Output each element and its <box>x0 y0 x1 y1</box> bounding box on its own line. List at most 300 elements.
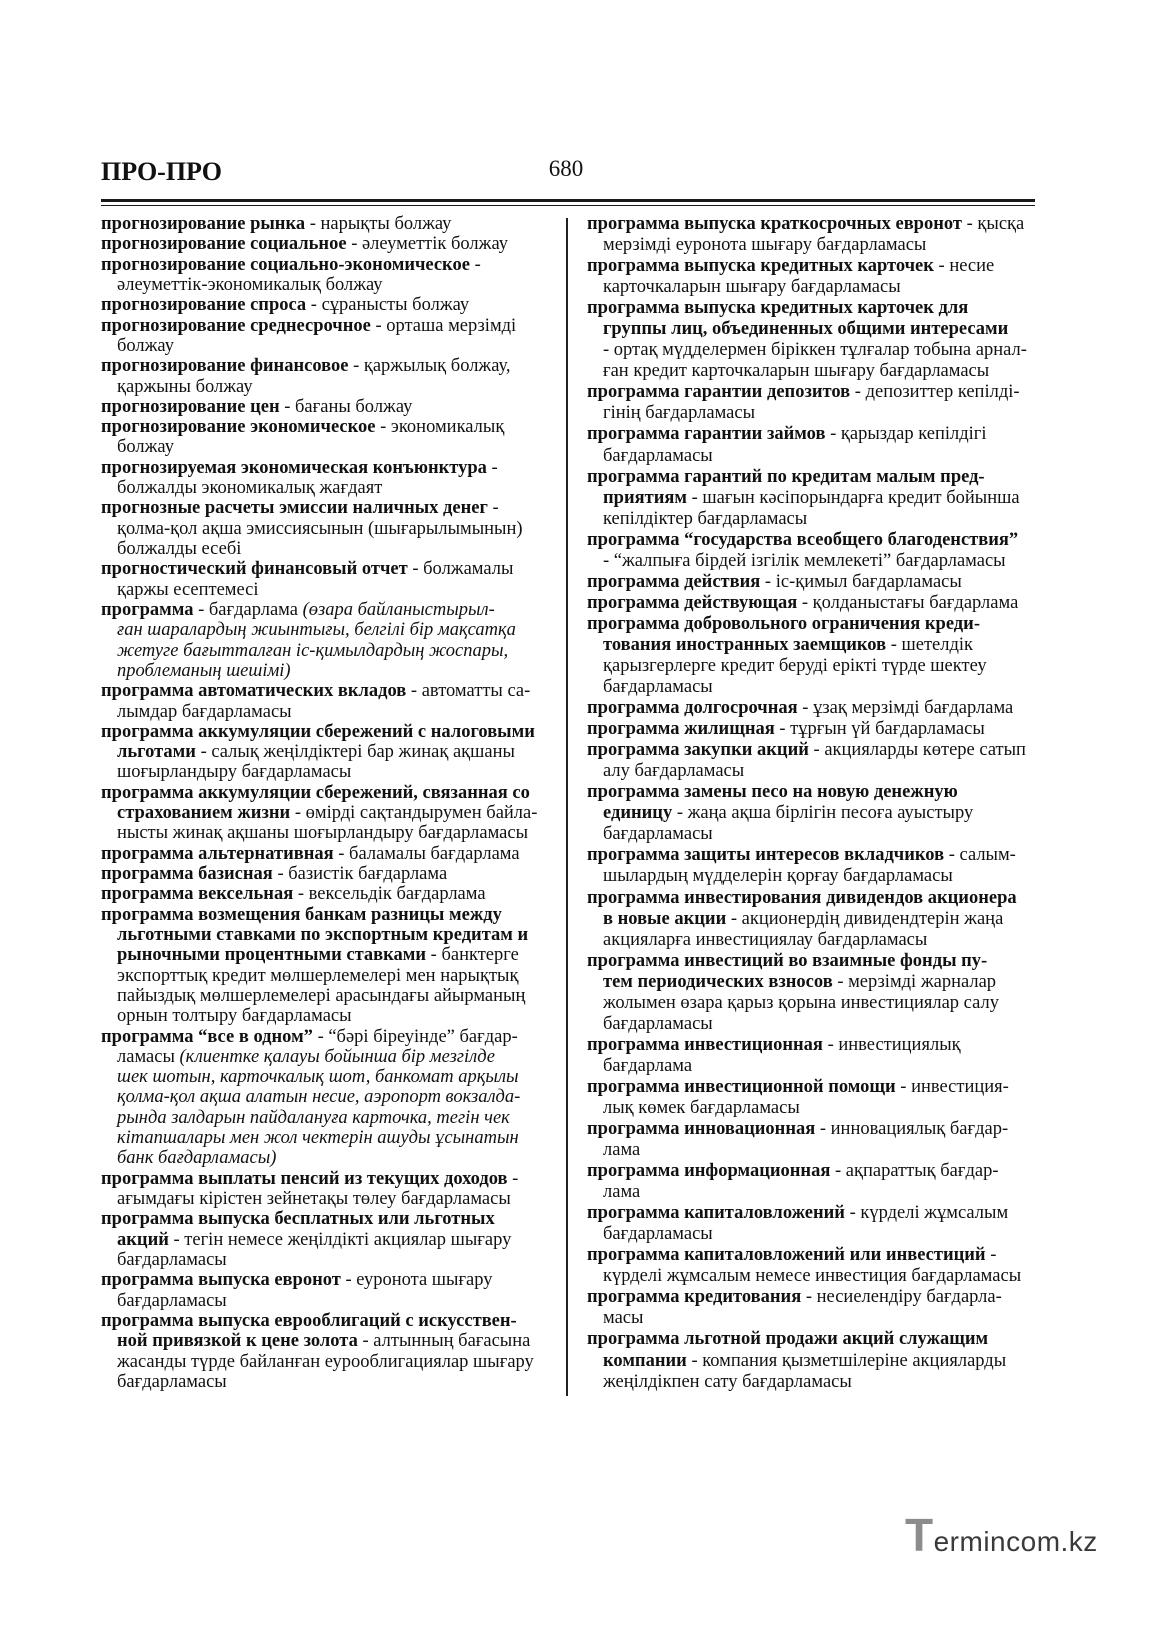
entry-translation: - несиелендіру бағдарла- <box>801 1287 1002 1308</box>
entry-translation: ған кредит карточкаларын шығару бағдарламасы <box>603 361 990 382</box>
entry-line <box>101 356 546 376</box>
dictionary-entry <box>587 1035 1037 1077</box>
entry-line-text <box>101 844 520 864</box>
entry-line-text <box>587 593 1018 614</box>
dictionary-entry <box>101 295 546 315</box>
dictionary-entry <box>587 382 1037 424</box>
dictionary-entry <box>101 600 546 681</box>
entry-line <box>101 316 546 336</box>
entry-term: программа выпуска кредитных карточек <box>587 256 934 277</box>
entry-term: прогнозируемая экономическая конъюнктура <box>101 457 487 478</box>
entry-translation: - депозиттер кепілді- <box>850 382 1020 403</box>
entry-line <box>101 661 546 681</box>
entry-line <box>587 782 1037 803</box>
entry-line <box>101 966 546 986</box>
entry-line <box>101 1108 546 1128</box>
entry-term: прогнозирование экономическое <box>101 417 376 438</box>
entry-translation: - баламалы бағдарлама <box>333 843 520 864</box>
entry-line-text <box>603 761 744 782</box>
entry-term: программа добровольного ограничения креди- <box>587 613 980 634</box>
dictionary-entry <box>587 572 1037 593</box>
dictionary-entry <box>101 417 546 458</box>
entry-line <box>101 214 546 234</box>
dictionary-entry <box>587 1077 1037 1119</box>
dictionary-entry <box>587 1287 1037 1329</box>
entry-line <box>101 437 546 457</box>
entry-line <box>101 458 546 478</box>
entry-line <box>587 614 1037 635</box>
right-column <box>587 214 1037 1393</box>
entry-line-text <box>101 397 412 417</box>
entry-translation: шоғырландыру бағдарламасы <box>117 762 352 783</box>
entry-line <box>587 1308 1037 1329</box>
entry-line-text <box>587 214 1024 235</box>
entry-term: прогнозные расчеты эмиссии наличных денег <box>101 498 488 519</box>
dictionary-entry <box>101 498 546 559</box>
entry-line <box>587 593 1037 614</box>
entry-translation: бағдарламасы <box>117 1249 227 1270</box>
entry-translation: - <box>469 254 481 275</box>
dictionary-entry <box>101 905 546 1027</box>
entry-line-text <box>587 740 1026 761</box>
entry-translation: - болжамалы <box>407 559 514 580</box>
dictionary-entry <box>101 681 546 722</box>
entry-line-text <box>603 551 1006 572</box>
entry-line-text <box>603 993 999 1014</box>
entry-line <box>587 530 1037 551</box>
entry-translation: - салық жеңілдіктері бар жинақ ақшаны <box>195 742 515 763</box>
entry-line-text <box>587 1035 961 1056</box>
entry-line-text <box>101 356 511 376</box>
dictionary-entry <box>587 1119 1037 1161</box>
entry-translation: акцияларға инвестициялау бағдарламасы <box>603 929 928 950</box>
entry-translation: алу бағдарламасы <box>603 761 745 782</box>
entry-translation: - қолданыстағы бағдарлама <box>797 592 1019 613</box>
entry-term: акций <box>117 1229 169 1250</box>
dictionary-entry <box>101 397 546 417</box>
entry-translation: - акцияларды көтере сатып <box>808 740 1026 761</box>
entry-translation: - “жалпыға бірдей ізгілік мемлекеті” бағдарламасы <box>603 550 1006 571</box>
entry-line-text <box>101 498 499 518</box>
entry-translation: - автоматты са- <box>406 681 531 702</box>
entry-translation: - <box>985 1245 997 1266</box>
entry-line <box>587 340 1037 361</box>
entry-line <box>587 656 1037 677</box>
entry-term: программа действия <box>587 571 761 592</box>
entry-line <box>101 255 546 275</box>
entry-note: (өзара байланыстырыл- <box>302 599 495 620</box>
entry-translation: - несие <box>933 256 995 277</box>
entry-translation: - әлеуметтік болжау <box>346 234 508 255</box>
dictionary-entry <box>587 467 1037 530</box>
entry-line <box>101 1006 546 1026</box>
header-rule-thin <box>101 205 1035 206</box>
entry-line <box>587 740 1037 761</box>
entry-translation: әлеуметтік-экономикалық болжау <box>117 274 383 295</box>
entry-line <box>101 1128 546 1148</box>
entry-line-text <box>587 1203 1008 1224</box>
entry-term: программа альтернативная <box>101 843 334 864</box>
entry-note: проблеманың шешімі) <box>117 660 291 681</box>
entry-term: программа информационная <box>587 1161 831 1182</box>
entry-line-text <box>117 336 174 356</box>
entry-line <box>587 572 1037 593</box>
dictionary-entry <box>587 888 1037 951</box>
entry-translation: бағдарламасы <box>603 1013 713 1034</box>
dictionary-entry <box>587 424 1037 466</box>
entry-translation: - қарыздар кепілдігі <box>825 424 987 445</box>
entry-translation: ламасы <box>117 1046 180 1067</box>
entry-line <box>587 488 1037 509</box>
entry-line <box>101 377 546 397</box>
entry-term: прогнозирование финансовое <box>101 356 349 377</box>
entry-translation: - ақпараттық бағдар- <box>830 1161 999 1182</box>
entry-line-text <box>603 509 807 530</box>
entry-line <box>587 930 1037 951</box>
dictionary-entry <box>101 844 546 864</box>
entry-line-text <box>587 888 1017 909</box>
column-divider <box>566 218 568 1396</box>
entry-line-text <box>117 1250 227 1270</box>
entry-line-text <box>603 235 926 256</box>
entry-line-text <box>117 1331 530 1351</box>
entry-line <box>101 417 546 437</box>
entry-translation: лама <box>603 1140 641 1161</box>
entry-term: программа льготной продажи акций служащим <box>587 1329 989 1350</box>
entry-translation: лымдар бағдарламасы <box>117 701 292 722</box>
entry-line <box>587 1140 1037 1161</box>
entry-term: программа базисная <box>101 864 273 884</box>
entry-translation: бағдарламасы <box>603 445 713 466</box>
entry-line <box>101 1047 546 1067</box>
entry-line <box>101 641 546 661</box>
entry-line <box>101 1311 546 1331</box>
entry-line-text <box>117 1087 520 1107</box>
entry-line-text <box>587 614 980 635</box>
entry-line <box>101 1148 546 1168</box>
entry-line <box>101 1270 546 1290</box>
entry-term: программа закупки акций <box>587 740 809 761</box>
entry-line-text <box>587 256 994 277</box>
entry-note: рында залдарын пайдалануға карточка, тегін чек <box>117 1107 510 1128</box>
entry-line-text <box>603 488 1020 509</box>
entry-line <box>587 1119 1037 1140</box>
entry-translation: болжау <box>117 437 174 458</box>
entry-term: прогнозирование цен <box>101 396 280 417</box>
entry-translation: карточкаларын шығару бағдарламасы <box>603 277 901 298</box>
entry-line-text <box>117 925 528 945</box>
entry-line-text <box>101 1311 517 1331</box>
entry-line <box>101 803 546 823</box>
entry-line <box>587 1014 1037 1035</box>
entry-line <box>587 972 1037 993</box>
entry-line-text <box>587 1119 1008 1140</box>
entry-term: программа автоматических вкладов <box>101 681 407 702</box>
entry-line-text <box>117 1006 352 1026</box>
entry-line <box>101 1291 546 1311</box>
entry-line-text <box>117 275 383 295</box>
entry-translation: - <box>486 457 498 478</box>
dictionary-entry <box>587 782 1037 845</box>
entry-line <box>587 888 1037 909</box>
entry-line <box>101 925 546 945</box>
entry-line-text <box>587 530 1018 551</box>
entry-line-text <box>587 424 987 445</box>
entry-line <box>587 298 1037 319</box>
page-number: 680 <box>548 156 584 181</box>
entry-translation: - шетелдік <box>886 634 974 655</box>
entry-term: льготами <box>117 742 196 763</box>
entry-translation: бағдарламасы <box>603 1224 713 1245</box>
entry-line <box>587 277 1037 298</box>
entry-term: рыночными процентными ставками <box>117 945 427 966</box>
entry-term: единицу <box>603 803 673 824</box>
entry-note: кітапшалары мен жол чектерін ашуды ұсынатын <box>117 1128 519 1149</box>
entry-line <box>587 803 1037 824</box>
entry-note: банк бағдарламасы) <box>117 1148 277 1169</box>
dictionary-entry <box>101 1311 546 1392</box>
entry-line-text <box>587 719 985 740</box>
entry-translation: экспорттық кредит мөлшерлемелері мен нарықтық <box>117 965 519 986</box>
entry-translation: болжау <box>117 335 174 356</box>
entry-term: программа выпуска евронот <box>101 1270 341 1291</box>
entry-translation: - бағаны болжау <box>279 396 413 417</box>
entry-line-text <box>603 1308 643 1329</box>
entry-translation: - алтынның бағасына <box>357 1331 531 1352</box>
entry-line-text <box>117 1230 511 1250</box>
entry-line <box>101 234 546 254</box>
entry-term: ной привязкой к цене золота <box>117 1331 358 1352</box>
dictionary-entry <box>587 256 1037 298</box>
entry-translation: болжалды есебі <box>117 539 242 559</box>
entry-term: программа инвестиций во взаимные фонды пу- <box>587 950 988 971</box>
entry-translation: ағымдағы кірістен зейнетақы төлеу бағдарламасы <box>117 1189 511 1209</box>
entry-line <box>101 681 546 701</box>
entry-line <box>101 945 546 965</box>
entry-term: прогностический финансовый отчет <box>101 559 408 580</box>
entry-line-text <box>101 905 502 925</box>
entry-line-text <box>603 824 713 845</box>
entry-line <box>587 1372 1037 1393</box>
entry-line <box>101 905 546 925</box>
entry-line-text <box>101 1209 495 1229</box>
entry-line-text <box>603 1098 800 1119</box>
dictionary-entry <box>587 298 1037 382</box>
dictionary-entry <box>101 783 546 844</box>
entry-line <box>587 698 1037 719</box>
entry-line <box>101 864 546 884</box>
entry-term: программа гарантий по кредитам малым пред- <box>587 466 985 487</box>
entry-term: программа “все в одном” <box>101 1026 313 1047</box>
entry-note: шек шотын, карточкалық шот, банкомат арқылы <box>117 1067 519 1088</box>
entry-line <box>587 1056 1037 1077</box>
entry-line <box>101 986 546 1006</box>
entry-line-text <box>117 1291 227 1311</box>
dictionary-entry <box>587 1329 1037 1392</box>
entry-line-text <box>603 972 996 993</box>
entry-translation: бағдарламасы <box>117 1290 227 1311</box>
entry-line-text <box>117 1352 534 1372</box>
dictionary-entry <box>101 722 546 783</box>
entry-line-text <box>101 417 504 437</box>
entry-term: приятиям <box>603 487 687 508</box>
entry-translation: бағдарламасы <box>603 677 713 698</box>
entry-translation: - бағдарлама <box>193 599 303 620</box>
entry-line-text <box>603 866 953 887</box>
entry-line-text <box>587 572 962 593</box>
entry-line-text <box>117 762 351 782</box>
entry-line <box>101 783 546 803</box>
entry-line <box>587 845 1037 866</box>
entry-line <box>101 1230 546 1250</box>
entry-term: программа “государства всеобщего благоденствия” <box>587 529 1019 550</box>
entry-translation: бағдарлама <box>603 1055 693 1076</box>
entry-translation: - нарықты болжау <box>305 214 452 234</box>
entry-line <box>587 1182 1037 1203</box>
entry-term: программа замены песо на новую денежную <box>587 782 958 803</box>
header-rule-thick <box>101 199 1035 202</box>
entry-translation: - экономикалық <box>375 417 505 438</box>
dictionary-entry <box>101 356 546 397</box>
entry-line-text <box>587 1287 1002 1308</box>
entry-translation: шылардың мүдделерін қорғау бағдарламасы <box>603 866 953 887</box>
entry-term: прогнозирование среднесрочное <box>101 315 371 336</box>
entry-line-text <box>101 1027 518 1047</box>
entry-translation: лама <box>603 1182 641 1203</box>
entry-translation: кепілдіктер бағдарламасы <box>603 508 808 529</box>
entry-line <box>587 1224 1037 1245</box>
entry-line <box>101 1250 546 1270</box>
entry-line-text <box>603 677 713 698</box>
dictionary-entry <box>587 698 1037 719</box>
entry-line <box>587 214 1037 235</box>
entry-translation: қолма-қол ақша эмиссиясынын (шығарылымынын) <box>117 518 523 539</box>
entry-line <box>101 559 546 579</box>
entry-line-text <box>587 782 958 803</box>
entry-line-text <box>587 1245 996 1266</box>
entry-term: прогнозирование социально-экономическое <box>101 254 470 275</box>
site-logo: Termincom.kz <box>905 1509 1098 1561</box>
left-column <box>101 214 546 1392</box>
entry-term: тем периодических взносов <box>603 971 833 992</box>
entry-line-text <box>587 298 968 319</box>
entry-line-text <box>587 951 987 972</box>
entry-line <box>587 1287 1037 1308</box>
entry-line <box>101 1352 546 1372</box>
entry-term: программа выпуска бесплатных или льготных <box>101 1209 495 1230</box>
entry-line-text <box>101 214 451 234</box>
entry-translation: мерзімді еуронота шығару бағдарламасы <box>603 235 927 256</box>
entry-translation: күрделі жұмсалым немесе инвестиция бағдарламасы <box>603 1266 1022 1287</box>
entry-line <box>587 635 1037 656</box>
dictionary-entry <box>587 214 1037 256</box>
dictionary-entry <box>587 1161 1037 1203</box>
entry-translation: - күрделі жұмсалым <box>844 1203 1009 1224</box>
entry-term: программа аккумуляции сбережений с налоговыми <box>101 721 535 742</box>
entry-translation: - еуронота шығару <box>340 1270 493 1291</box>
entry-translation: жасанды түрде байланған еурооблигациялар шығару <box>117 1351 534 1372</box>
entry-line <box>587 235 1037 256</box>
entry-line <box>587 424 1037 445</box>
entry-term: программа выпуска кредитных карточек для <box>587 298 969 319</box>
entry-line-text <box>603 277 901 298</box>
entry-line <box>587 467 1037 488</box>
entry-line-text <box>587 382 1020 403</box>
entry-translation: - “бәрі біреуінде” бағдар- <box>312 1026 518 1047</box>
entry-line <box>101 1189 546 1209</box>
entry-line <box>587 993 1037 1014</box>
dictionary-entry <box>587 530 1037 572</box>
page-header-title: ПРО-ПРО <box>101 157 223 186</box>
entry-line-text <box>117 1372 227 1392</box>
entry-line <box>101 1169 546 1189</box>
entry-line-text <box>603 803 973 824</box>
dictionary-entry <box>101 1027 546 1169</box>
entry-translation: - қысқа <box>961 214 1025 234</box>
dictionary-entry <box>101 316 546 357</box>
entry-line-text <box>117 1128 519 1148</box>
entry-term: программа жилищная <box>587 719 775 740</box>
entry-line <box>587 382 1037 403</box>
entry-term: программа капиталовложений <box>587 1203 845 1224</box>
entry-line-text <box>587 1077 1009 1098</box>
entry-line-text <box>117 377 253 397</box>
entry-translation: қаржыны болжау <box>117 376 253 397</box>
entry-translation: - ортақ мүдделермен біріккен тұлғалар тобына арнал- <box>603 340 1027 361</box>
entry-line-text <box>603 446 713 467</box>
entry-term: программа действующая <box>587 592 798 613</box>
entry-note: (клиентке қалауы бойынша бір мезгілде <box>179 1046 496 1067</box>
entry-line-text <box>603 656 987 677</box>
entry-line-text <box>101 316 516 336</box>
entry-term: льготными ставками по экспортным кредитам и <box>117 924 529 945</box>
entry-translation: - банктерге <box>426 945 519 966</box>
entry-line-text <box>587 1329 988 1350</box>
entry-term: компании <box>603 1350 687 1371</box>
entry-line-text <box>117 580 259 600</box>
entry-line-text <box>587 845 1016 866</box>
entry-term: программа инвестиционная <box>587 1034 823 1055</box>
entry-line-text <box>117 539 241 559</box>
entry-line <box>101 498 546 518</box>
dictionary-entry <box>587 719 1037 740</box>
entry-line-text <box>603 1056 692 1077</box>
entry-line <box>587 446 1037 467</box>
entry-term: в новые акции <box>603 908 727 929</box>
dictionary-entry <box>101 1270 546 1311</box>
entry-line-text <box>603 909 1003 930</box>
entry-line-text <box>603 340 1027 361</box>
entry-translation: - тегін немесе жеңілдікті акциялар шығару <box>168 1229 512 1250</box>
entry-note: ған шаралардың жиынтығы, белгілі бір мақсатқа <box>117 620 516 641</box>
entry-term: программа вексельная <box>101 884 294 905</box>
entry-line <box>101 1372 546 1392</box>
entry-term: группы лиц, объединенных общими интересами <box>603 319 1009 340</box>
entry-line-text <box>117 1189 511 1209</box>
entry-translation: лық көмек бағдарламасы <box>603 1097 800 1118</box>
entry-line-text <box>101 234 508 254</box>
dictionary-entry <box>101 884 546 904</box>
entry-line-text <box>101 783 530 803</box>
entry-line-text <box>117 661 291 681</box>
dictionary-entry <box>587 1245 1037 1287</box>
entry-line <box>101 336 546 356</box>
entry-line-text <box>587 698 1013 719</box>
entry-line <box>101 742 546 762</box>
entry-line-text <box>603 1266 1021 1287</box>
entry-line <box>587 677 1037 698</box>
entry-term: программа защиты интересов вкладчиков <box>587 845 945 866</box>
